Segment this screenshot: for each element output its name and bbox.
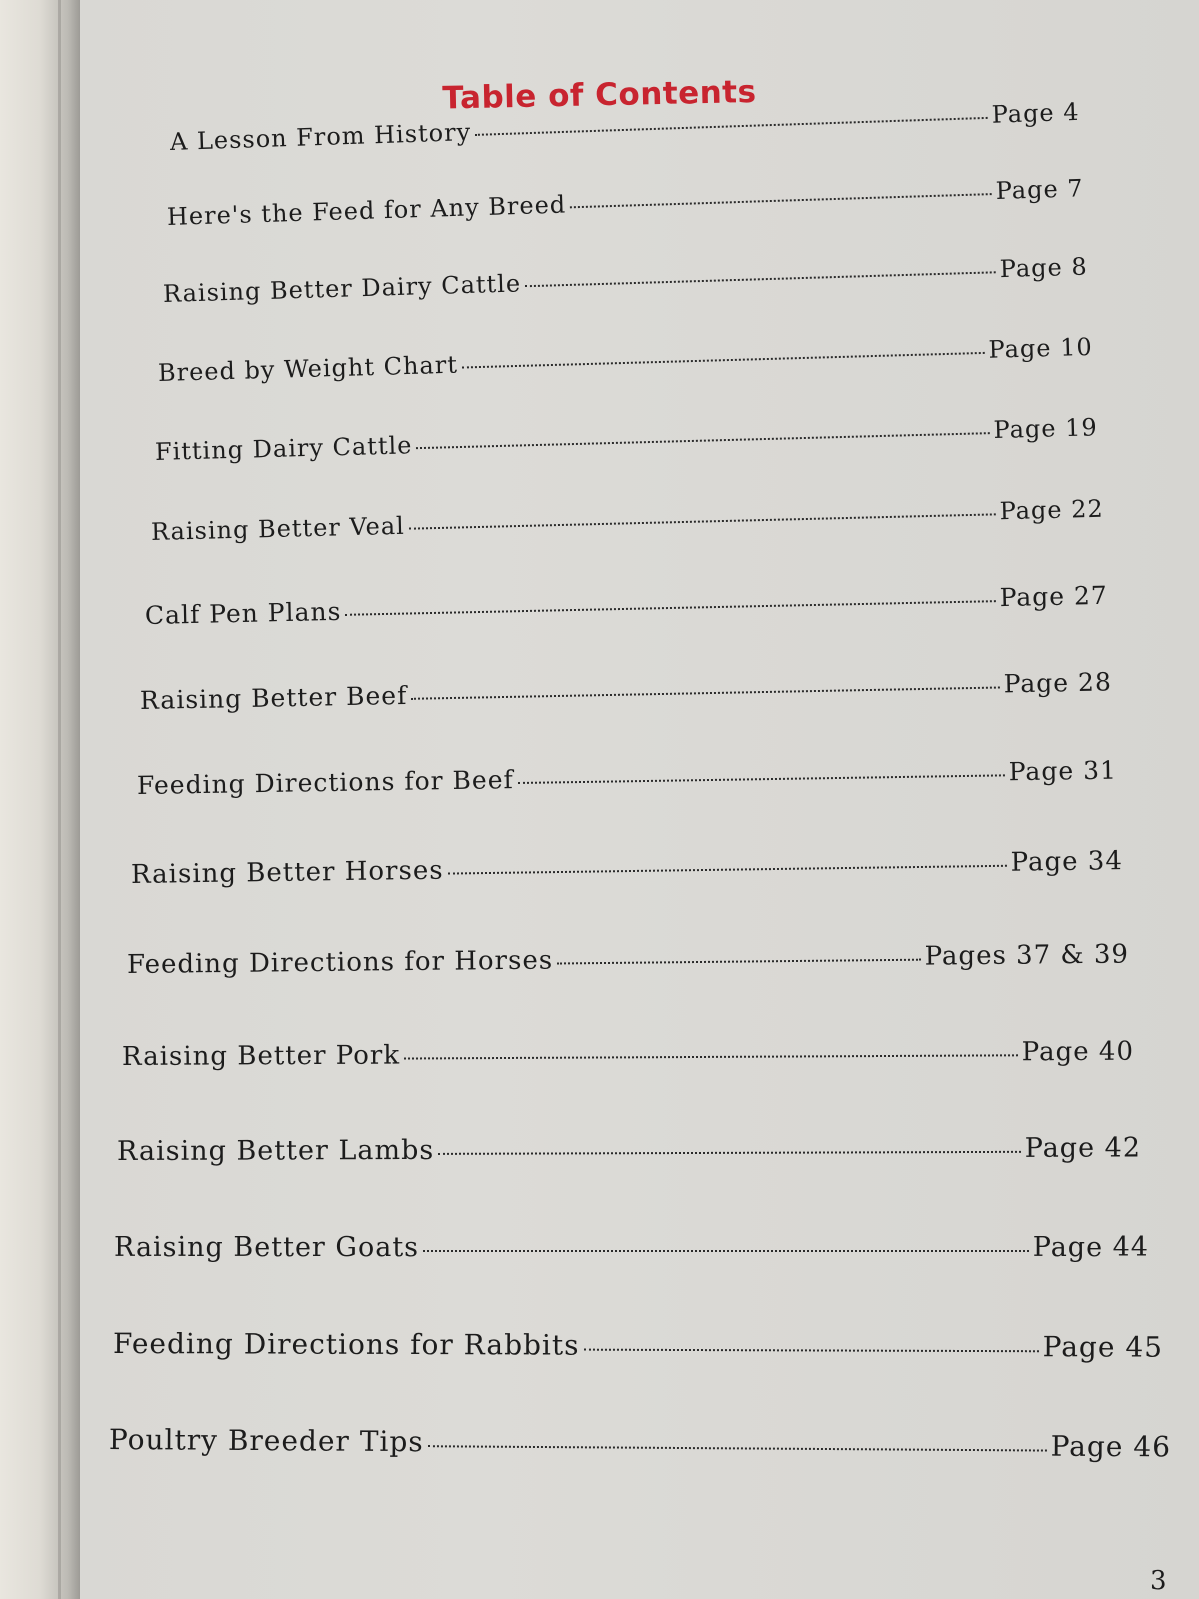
toc-entry bbox=[140, 667, 1112, 715]
dot-leader bbox=[416, 432, 989, 449]
dot-leader bbox=[557, 959, 921, 965]
dot-leader bbox=[448, 865, 1007, 875]
toc-entry-title: Calf Pen Plans bbox=[144, 596, 342, 630]
dot-leader bbox=[404, 1054, 1018, 1059]
toc-entry-page: Page 40 bbox=[1021, 1036, 1135, 1068]
toc-entry bbox=[158, 333, 1093, 387]
toc-entry-title: Feeding Directions for Horses bbox=[126, 945, 554, 980]
toc-entry-title: Raising Better Lambs bbox=[116, 1134, 435, 1167]
dot-leader bbox=[438, 1151, 1021, 1155]
toc-entry bbox=[117, 1132, 1141, 1167]
dot-leader bbox=[518, 774, 1005, 784]
page-title: Table of Contents bbox=[442, 73, 757, 117]
toc-entry-title: Raising Better Goats bbox=[114, 1232, 420, 1263]
toc-entry-title: Here's the Feed for Any Breed bbox=[166, 190, 567, 231]
toc-entry bbox=[170, 98, 1080, 156]
toc-entry-page: Page 31 bbox=[1008, 755, 1118, 787]
toc-entry-page: Page 8 bbox=[999, 252, 1089, 284]
toc-entry-title: Raising Better Veal bbox=[150, 511, 406, 546]
dot-leader bbox=[584, 1349, 1039, 1353]
toc-entry-page: Page 28 bbox=[1003, 667, 1113, 699]
toc-entry-title: Feeding Directions for Rabbits bbox=[112, 1327, 580, 1362]
toc-entry-page: Page 7 bbox=[995, 174, 1084, 205]
toc-entry-page: Page 10 bbox=[988, 332, 1094, 364]
dot-leader bbox=[411, 686, 999, 699]
toc-entry-page: Page 22 bbox=[999, 494, 1105, 526]
toc-entry-title: Fitting Dairy Cattle bbox=[154, 431, 413, 466]
dot-leader bbox=[423, 1250, 1029, 1252]
dot-leader bbox=[409, 513, 996, 529]
toc-entry-page: Page 44 bbox=[1032, 1232, 1149, 1263]
toc-entry bbox=[114, 1232, 1149, 1263]
toc-entry bbox=[127, 940, 1129, 980]
page-number: 3 bbox=[1150, 1566, 1167, 1596]
toc-entry bbox=[151, 495, 1104, 546]
toc-entry-title: Raising Better Dairy Cattle bbox=[162, 269, 522, 308]
toc-entry bbox=[163, 253, 1088, 308]
toc-entry-title: Raising Better Horses bbox=[130, 855, 444, 890]
toc-entry-page: Pages 37 & 39 bbox=[924, 939, 1130, 972]
dot-leader bbox=[525, 271, 996, 287]
toc-entry-title: Breed by Weight Chart bbox=[157, 350, 459, 387]
toc-entry bbox=[155, 413, 1098, 466]
toc-entry-page: Page 34 bbox=[1010, 846, 1124, 878]
toc-entry-page: Page 4 bbox=[991, 97, 1080, 129]
toc-entry-title: Raising Better Pork bbox=[121, 1040, 401, 1072]
toc-entry bbox=[109, 1423, 1171, 1463]
toc-entry-page: Page 46 bbox=[1050, 1429, 1172, 1464]
dot-leader bbox=[570, 193, 992, 208]
toc-entry bbox=[122, 1037, 1134, 1072]
toc-entry-title: Feeding Directions for Beef bbox=[136, 765, 514, 800]
toc-entry bbox=[131, 846, 1123, 890]
toc-entry-page: Page 45 bbox=[1042, 1330, 1164, 1364]
toc-entry-page: Page 27 bbox=[999, 580, 1109, 613]
dot-leader bbox=[475, 117, 988, 136]
toc-entry bbox=[137, 756, 1117, 800]
toc-entry-title: Poultry Breeder Tips bbox=[108, 1423, 424, 1459]
toc-entry bbox=[167, 174, 1084, 231]
toc-entry-page: Page 19 bbox=[993, 413, 1099, 445]
dot-leader bbox=[428, 1445, 1047, 1451]
toc-entry-title: A Lesson From History bbox=[169, 118, 472, 156]
dot-leader bbox=[345, 600, 995, 616]
toc-entry bbox=[113, 1327, 1163, 1364]
dot-leader bbox=[462, 352, 985, 369]
toc-entry-title: Raising Better Beef bbox=[139, 680, 408, 715]
toc-entry bbox=[145, 581, 1108, 630]
toc-entry-page: Page 42 bbox=[1024, 1132, 1142, 1164]
